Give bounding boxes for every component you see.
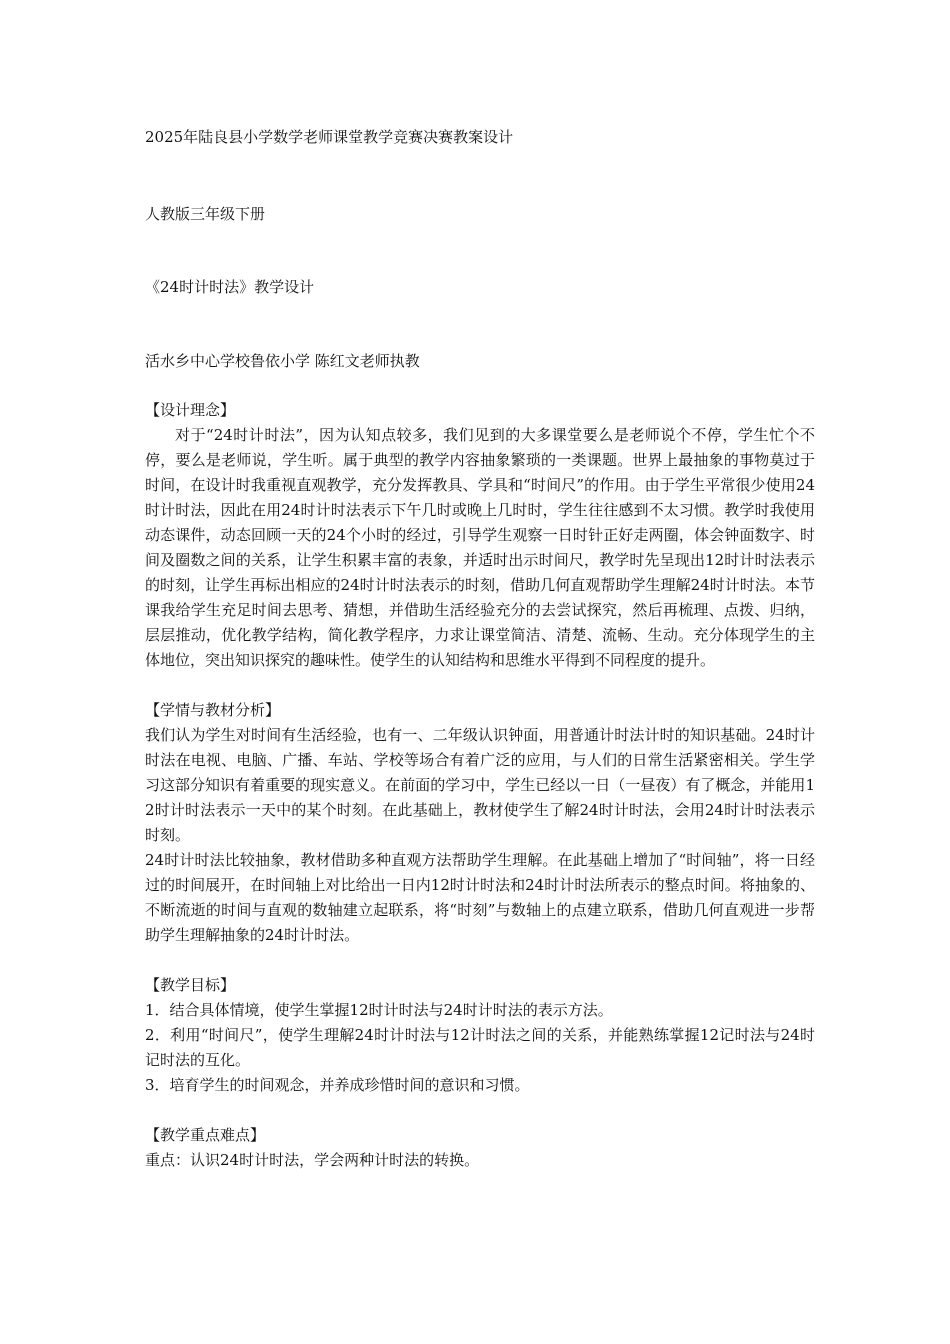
lesson-title: 《24时计时法》教学设计 — [145, 278, 315, 296]
analysis-paragraph-2: 24时计时法比较抽象，教材借助多种直观方法帮助学生理解。在此基础上增加了“时间轴”，将一日经过的时间展开，在时间轴上对比给出一日内12时计时法和24时计时法所表示的整点时间。将抽象的、不断流逝的时间与直观的数轴建立起联系，将“时刻”与数轴上的点建立联系，借助几何直观进一步帮助学生理解抽象的24时计时法。 — [145, 851, 815, 944]
analysis-paragraph-1: 我们认为学生对时间有生活经验，也有一、二年级认识钟面，用普通计时法计时的知识基础。24时计时法在电视、电脑、广播、车站、学校等场合有着广泛的应用，与人们的日常生活紧密相关。学生学习这部分知识有着重要的现实意义。在前面的学习中，学生已经以一日（一昼夜）有了概念，并能用12时计时法表示一天中的某个时刻。在此基础上，教材使学生了解24时计时法，会用24时计时法表示时刻。 — [145, 726, 815, 844]
design-concept-heading: 【设计理念】 — [145, 401, 236, 419]
objective-item-1: 1．结合具体情境，使学生掌握12时计时法与24时计时法的表示方法。 — [145, 1001, 613, 1019]
analysis-heading: 【学情与教材分析】 — [145, 701, 281, 719]
author-line: 活水乡中心学校鲁依小学 陈红文老师执教 — [145, 352, 420, 370]
section-gap — [145, 673, 815, 698]
key-points-heading: 【教学重点难点】 — [145, 1126, 266, 1144]
objectives-heading: 【教学目标】 — [145, 976, 236, 994]
section-gap — [145, 948, 815, 973]
edition-line: 人教版三年级下册 — [145, 205, 266, 223]
document-body — [145, 398, 815, 1173]
objective-item-2: 2．利用“时间尺”，使学生理解24时计时法与12计时法之间的关系，并能熟练掌握12记时法与24时记时法的互化。 — [145, 1026, 815, 1069]
objective-item-3: 3．培育学生的时间观念，并养成珍惜时间的意识和习惯。 — [145, 1076, 530, 1094]
key-points-focus: 重点：认识24时计时法，学会两种计时法的转换。 — [145, 1151, 480, 1169]
document-title: 2025年陆良县小学数学老师课堂教学竞赛决赛教案设计 — [145, 128, 514, 146]
section-gap — [145, 1098, 815, 1123]
design-concept-paragraph: 对于“24时计时法”，因为认知点较多，我们见到的大多课堂要么是老师说个不停，学生忙个不停，要么是老师说，学生听。属于典型的教学内容抽象繁琐的一类课题。世界上最抽象的事物莫过于时间，在设计时我重视直观教学，充分发挥教具、学具和“时间尺”的作用。由于学生平常很少使用24时计时法，因此在用24时计时法表示下午几时或晚上几时时，学生往往感到不太习惯。教学时我使用动态课件，动态回顾一天的24个小时的经过，引导学生观察一日时针正好走两圈，体会钟面数字、时间及圈数之间的关系，让学生积累丰富的表象，并适时出示时间尺，教学时先呈现出12时计时法表示的时刻，让学生再标出相应的24时计时法表示的时刻，借助几何直观帮助学生理解24时计时法。本节课我给学生充足时间去思考、猜想，并借助生活经验充分的去尝试探究，然后再梳理、点拨、归纳，层层推动，优化教学结构，简化教学程序，力求让课堂简洁、清楚、流畅、生动。充分体现学生的主体地位，突出知识探究的趣味性。使学生的认知结构和思维水平得到不同程度的提升。 — [145, 426, 815, 669]
